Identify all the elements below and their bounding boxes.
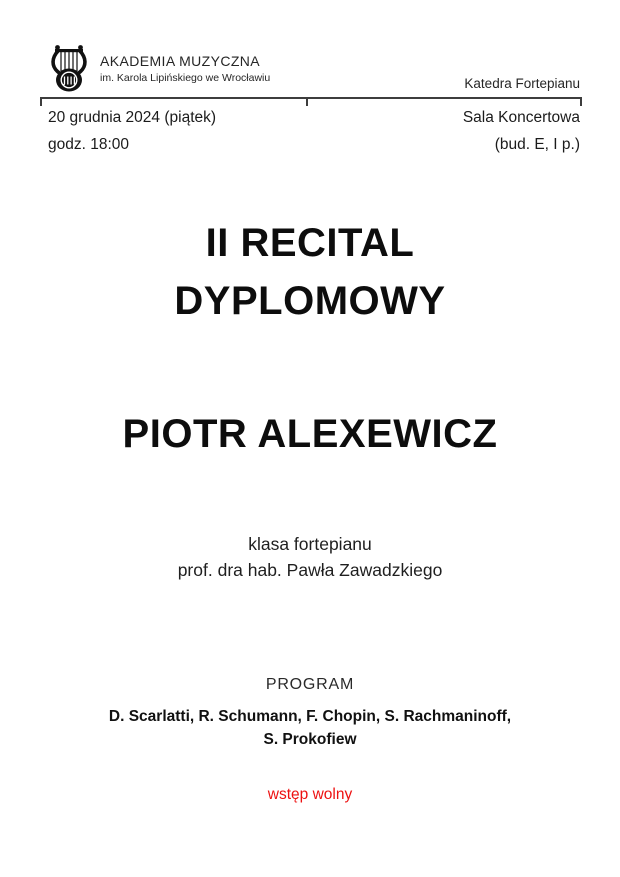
header-divider — [40, 97, 582, 99]
recital-title — [0, 214, 620, 330]
academy-name-block — [100, 53, 270, 84]
event-venue — [463, 104, 580, 158]
composers-line2: S. Prokofiew — [263, 730, 357, 748]
event-date: 20 grudnia 2024 (piątek) — [48, 109, 217, 126]
performer-name: PIOTR ALEXEWICZ — [122, 412, 498, 456]
class-info-line2: prof. dra hab. Pawła Zawadzkiego — [177, 560, 443, 580]
venue-name: Sala Koncertowa — [462, 109, 580, 126]
divider-tick-left — [40, 99, 42, 106]
program-heading: PROGRAM — [265, 676, 355, 693]
venue-detail: (bud. E, I p.) — [494, 136, 580, 153]
composers-line1: D. Scarlatti, R. Schumann, F. Chopin, S. Rachmaninoff, — [108, 708, 512, 725]
class-info-line1: klasa fortepianu — [248, 534, 372, 554]
department-label: Katedra Fortepianu — [464, 76, 580, 91]
academy-name: AKADEMIA MUZYCZNA — [100, 52, 261, 69]
divider-tick-right — [580, 99, 582, 106]
admission-note: wstęp wolny — [267, 786, 353, 803]
divider-tick-middle — [306, 99, 308, 106]
class-info — [0, 531, 620, 583]
academy-subtitle: im. Karola Lipińskiego we Wrocławiu — [100, 71, 271, 84]
recital-title-line2: DYPLOMOWY — [174, 279, 446, 323]
program-composers — [0, 706, 620, 751]
lyre-icon — [48, 44, 90, 92]
recital-title-line1: II RECITAL — [205, 221, 415, 265]
event-time: godz. 18:00 — [48, 136, 130, 153]
event-datetime — [48, 104, 216, 158]
academy-header — [48, 44, 270, 92]
